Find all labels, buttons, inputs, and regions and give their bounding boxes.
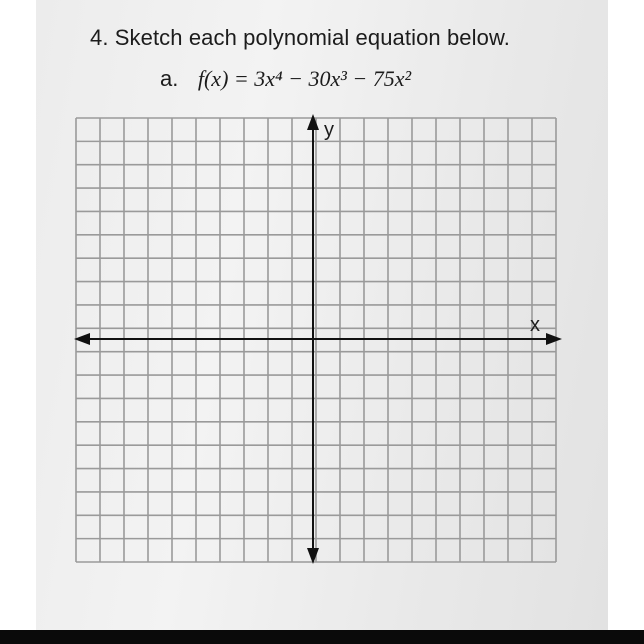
screen-bottom-edge <box>0 630 644 644</box>
part-label: a. <box>160 66 179 91</box>
part-a-row <box>160 66 411 92</box>
coordinate-grid <box>72 112 568 570</box>
polynomial-equation: f(x) = 3x⁴ − 30x³ − 75x² <box>197 66 412 91</box>
x-axis-label: x <box>530 314 540 336</box>
x-axis-right-arrow <box>546 333 562 345</box>
y-axis-label: y <box>324 119 334 141</box>
problem-heading: 4. Sketch each polynomial equation below. <box>90 25 510 50</box>
y-axis-top-arrow <box>307 114 319 130</box>
